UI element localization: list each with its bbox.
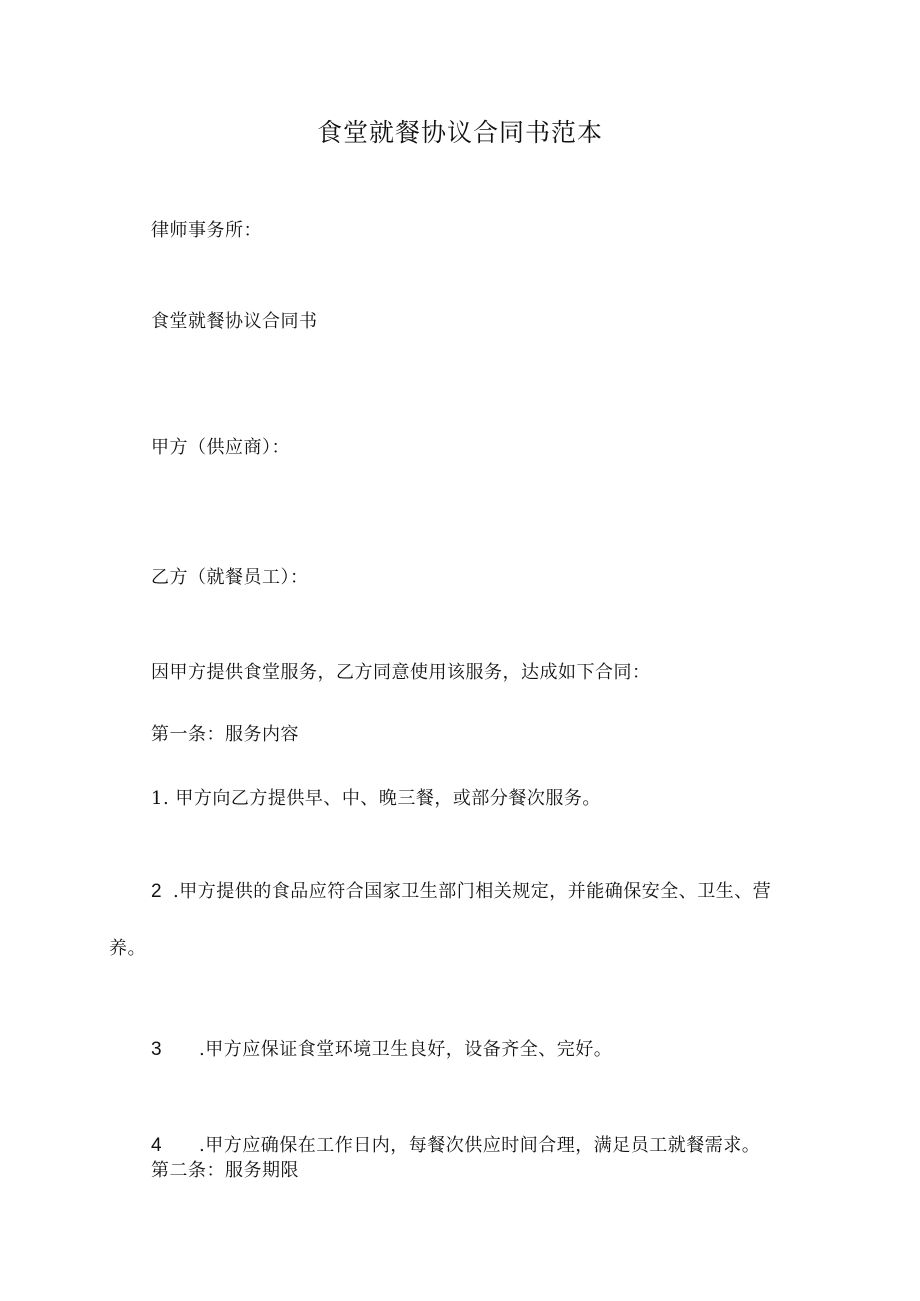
article2-heading: 第二条：服务期限: [151, 1160, 299, 1181]
article1-heading: 第一条：服务内容: [151, 724, 299, 745]
article1-clause2-continuation: 养。: [109, 938, 146, 959]
clause4-number: 4: [151, 1135, 163, 1156]
law-firm-label: 律师事务所：: [151, 220, 262, 241]
article1-clause4: [151, 1134, 760, 1158]
party-b-label: 乙方（就餐员工）：: [151, 567, 309, 588]
clause4-text: .甲方应确保在工作日内，每餐次供应时间合理，满足员工就餐需求。: [199, 1135, 761, 1156]
article1-clause3: [151, 1038, 612, 1062]
clause3-text: .甲方应保证食堂环境卫生良好，设备齐全、完好。: [199, 1039, 613, 1060]
clause2-text-line1: .甲方提供的食品应符合国家卫生部门相关规定，并能确保安全、卫生、营: [173, 881, 772, 902]
clause2-number: 2: [151, 881, 163, 902]
preamble-text: 因甲方提供食堂服务，乙方同意使用该服务，达成如下合同：: [151, 662, 651, 683]
article1-clause1: 1. 甲方向乙方提供早、中、晚三餐，或部分餐次服务。: [151, 788, 601, 809]
contract-subtitle: 食堂就餐协议合同书: [151, 311, 318, 332]
party-a-label: 甲方（供应商）：: [151, 437, 290, 458]
document-title: 食堂就餐协议合同书范本: [316, 118, 603, 147]
article1-clause2: [151, 880, 771, 904]
clause3-number: 3: [151, 1039, 163, 1060]
